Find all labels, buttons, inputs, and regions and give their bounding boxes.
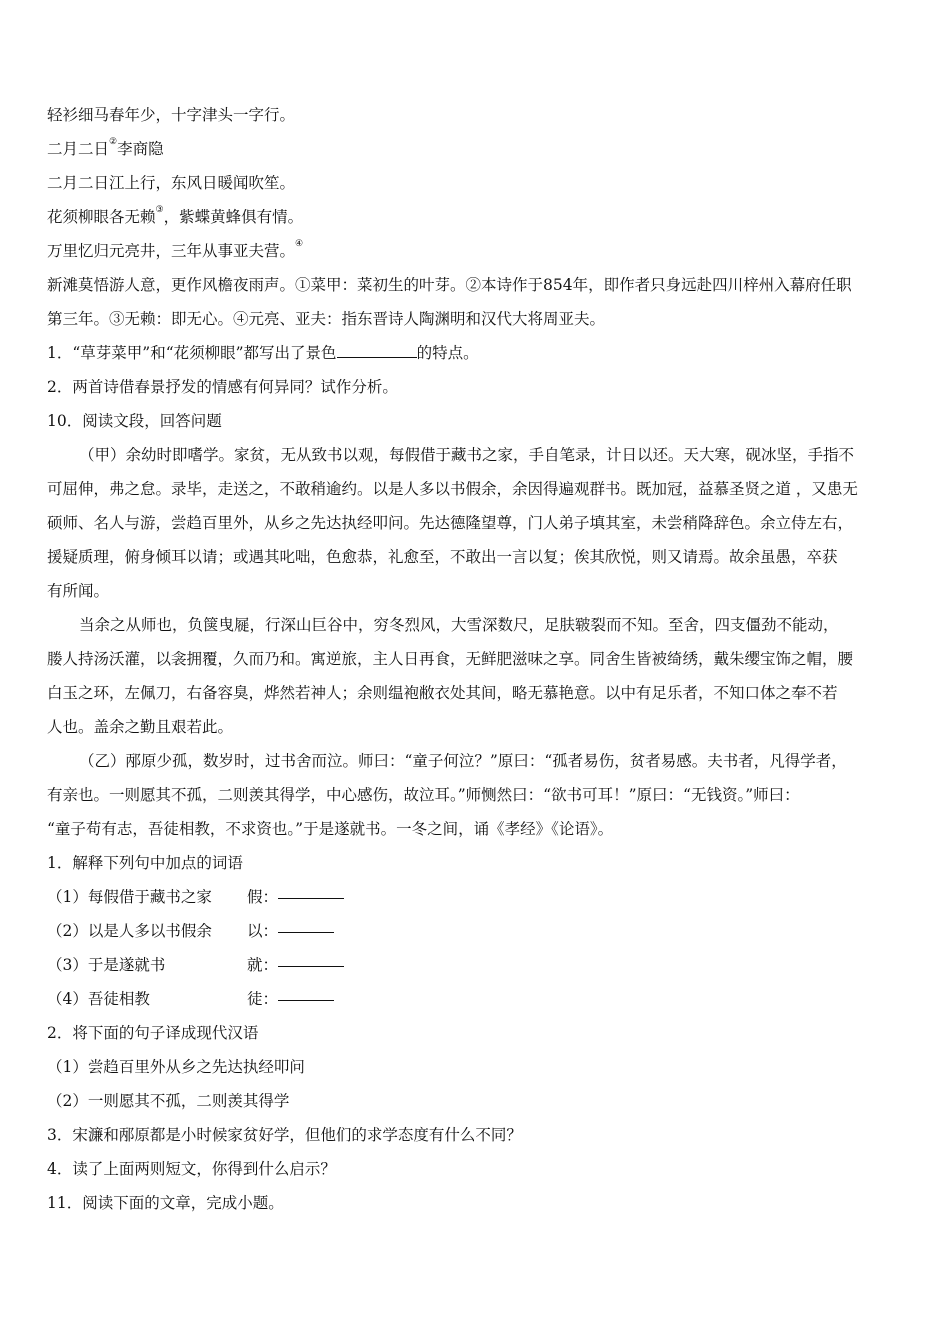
q10-sub2-item-1: （1）尝趋百里外从乡之先达执经叩问 [47,1058,305,1076]
q10-sub1-item-1-label: 假： [247,888,279,906]
q10-jia2-line-1: 当余之从师也，负箧曳屣，行深山巨谷中，穷冬烈风，大雪深数尺，足肤皲裂而不知。至舍，四支僵劲不能动， [79,616,839,634]
q10-sub1-item-4-label: 徒： [247,990,279,1008]
poem2-line-2b: ，紫蝶黄蜂俱有情。 [163,208,304,226]
q10-jia2-line-3: 白玉之环，左佩刀，右备容臭，烨然若神人；余则缊袍敝衣处其间，略无慕艳意。以中有足乐者，不知口体之奉不若 [47,684,838,702]
q10-jia-line-5: 有所闻。 [47,582,110,600]
q10-sub1-item-4-text: （4）吾徒相教 [47,990,150,1008]
q10-sub1-heading: 1．解释下列句中加点的词语 [47,854,243,872]
q9-item-1-pre: 1．“草芽菜甲”和“花须柳眼”都写出了景色 [47,344,337,362]
q10-sub1-item-2-blank[interactable] [278,914,334,933]
q10-sub1-item-1-blank[interactable] [278,880,344,899]
poem2-line-3 [47,234,909,268]
q10-sub2-heading: 2．将下面的句子译成现代汉语 [47,1024,259,1042]
poem2-line-2-footnote: ③ [155,205,164,215]
q10-heading: 10．阅读文段，回答问题 [47,412,222,430]
q10-sub2-item-2: （2）一则愿其不孤，二则羡其得学 [47,1092,290,1110]
q10-jia-line-2: 可屈伸，弗之怠。录毕，走送之，不敢稍逾约。以是人多以书假余，余因得遍观群书。既加冠，益慕圣贤之道 ，又患无 [47,480,858,498]
q10-sub1-item-1-text: （1）每假借于藏书之家 [47,888,212,906]
q9-answer-blank[interactable] [337,339,417,358]
q10-sub1-item-2-text: （2）以是人多以书假余 [47,922,212,940]
q10-jia-line-1: （甲）余幼时即嗜学。家贫，无从致书以观，每假借于藏书之家，手自笔录，计日以还。天大寒，砚冰坚，手指不 [79,446,855,464]
poem2-line-2a: 花须柳眼各无赖 [47,208,156,226]
poem2-notes-cont: 第三年。③无赖：即无心。④元亮、亚夫：指东晋诗人陶渊明和汉代大将周亚夫。 [47,310,606,328]
q10-jia-line-4: 援疑质理，俯身倾耳以请；或遇其叱咄，色愈恭，礼愈至，不敢出一言以复；俟其欣悦，则又请焉。故余虽愚，卒获 [47,548,838,566]
q10-sub1-item-1 [47,880,909,914]
q10-sub4: 4．读了上面两则短文，你得到什么启示？ [47,1160,336,1178]
document-page [47,98,909,1220]
q10-sub1-item-3-blank[interactable] [278,948,344,967]
q9-item-1 [47,336,909,370]
poem2-line-4-notes: 新滩莫悟游人意，更作风檐夜雨声。①菜甲：菜初生的叶芽。②本诗作于854年，即作者只身远赴四川梓州入幕府任职 [47,276,852,294]
q10-sub3: 3．宋濂和邴原都是小时候家贫好学，但他们的求学态度有什么不同？ [47,1126,522,1144]
poem2-title-footnote: ② [109,137,118,147]
q10-sub1-item-3-label: 就： [247,956,279,974]
q10-yi-line-2: 有亲也。一则愿其不孤，二则羡其得学，中心感伤，故泣耳。”师恻然曰：“欲书可耳！”原曰：“无钱资。”师曰： [47,786,800,804]
q10-sub1-item-3-text: （3）于是遂就书 [47,956,166,974]
q10-jia2-line-4: 人也。盖余之勤且艰若此。 [47,718,234,736]
poem2-title-line [47,132,909,166]
q9-item-2: 2．两首诗借春景抒发的情感有何异同？试作分析。 [47,378,398,396]
poem2-title: 二月二日 [47,140,110,158]
q10-jia2-line-2: 媵人持汤沃灌，以衾拥覆，久而乃和。寓逆旅，主人日再食，无鲜肥滋味之享。同舍生皆被绮绣，戴朱缨宝饰之帽，腰 [47,650,854,668]
poem2-line-3-text: 万里忆归元亮井，三年从事亚夫营。 [47,242,296,260]
poem2-author: 李商隐 [117,140,164,158]
q10-yi-line-3: “童子苟有志，吾徒相教，不求资也。”于是遂就书。一冬之间，诵《孝经》《论语》。 [47,820,614,838]
q10-sub1-item-3 [47,948,909,982]
q11-heading: 11．阅读下面的文章，完成小题。 [47,1194,284,1212]
q10-sub1-item-4-blank[interactable] [278,982,334,1001]
q10-sub1-item-2 [47,914,909,948]
poem2-line-1: 二月二日江上行，东风日暖闻吹笙。 [47,174,296,192]
poem1-last-line: 轻衫细马春年少，十字津头一字行。 [47,106,296,124]
q10-jia-line-3: 硕师、名人与游，尝趋百里外，从乡之先达执经叩问。先达德隆望尊，门人弟子填其室，未尝稍降辞色。余立侍左右， [47,514,854,532]
poem2-line-2 [47,200,909,234]
q10-sub1-item-4 [47,982,909,1016]
q10-sub1-item-2-label: 以： [247,922,279,940]
q10-yi-line-1: （乙）邴原少孤，数岁时，过书舍而泣。师曰：“童子何泣？”原曰：“孤者易伤，贫者易感。夫书者，凡得学者， [79,752,847,770]
poem2-line-3-footnote: ④ [295,239,304,249]
q9-item-1-post: 的特点。 [416,344,479,362]
